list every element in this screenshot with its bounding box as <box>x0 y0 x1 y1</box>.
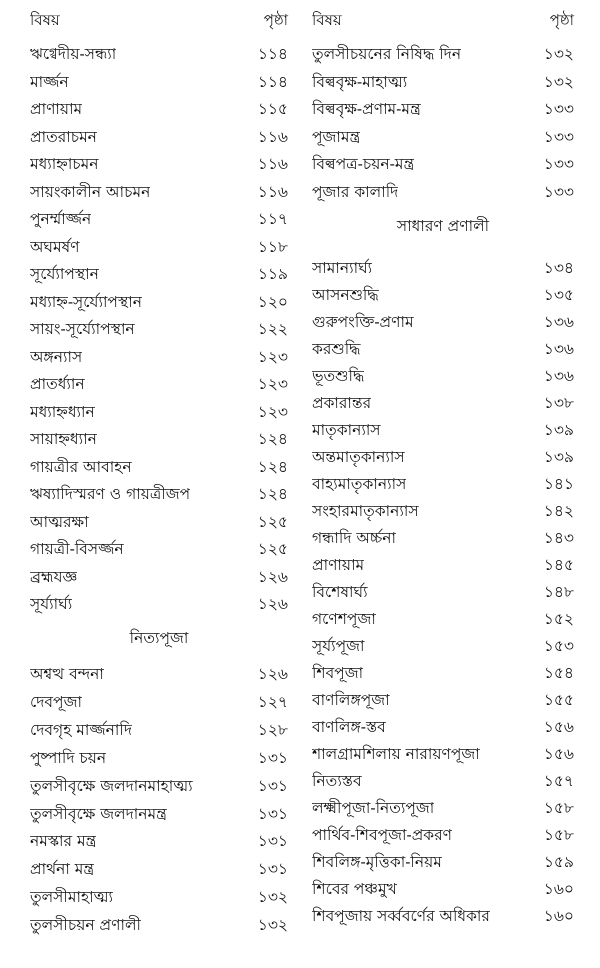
toc-entry-page: ১৩১ <box>257 832 288 851</box>
toc-entry-title: ব্রহ্মযজ্ঞ <box>30 567 78 586</box>
column-header <box>312 10 574 30</box>
toc-entry-page: ১৩৬ <box>543 340 574 358</box>
toc-entry-title: বিল্ববৃক্ষ-মাহাত্ম্য <box>312 72 408 91</box>
toc-entry-page: ১১৬ <box>257 155 288 173</box>
section-heading: সাধারণ প্রণালী <box>396 217 490 235</box>
toc-entry-page: ১১৪ <box>257 45 288 63</box>
toc-entry <box>312 852 574 872</box>
toc-entry-page: ১৩১ <box>257 860 288 879</box>
toc-entry-page: ১৩২ <box>257 916 288 935</box>
toc-entry-page: ১৩৫ <box>543 286 574 304</box>
toc-entry <box>312 825 574 845</box>
toc-entry-title: পার্থিব-শিবপূজা-প্রকরণ <box>312 826 453 844</box>
toc-entry <box>30 72 288 92</box>
toc-entry <box>30 237 288 257</box>
toc-entry <box>30 692 288 712</box>
toc-entry-page: ১৩৩ <box>543 155 574 174</box>
toc-entry-title: শিবপূজা <box>312 664 364 682</box>
toc-entry-title: বাহ্যমাতৃকান্যাস <box>312 475 407 493</box>
toc-entry <box>312 474 574 494</box>
toc-entry-title: সূর্য্যপূজা <box>312 637 365 655</box>
toc-entry <box>312 182 574 202</box>
toc-entry-page: ১১৬ <box>257 127 288 146</box>
toc-entry-page: ১২৮ <box>257 720 288 739</box>
toc-entry-page: ১১৫ <box>257 100 288 118</box>
toc-entry <box>312 771 574 791</box>
toc-entry <box>30 859 288 879</box>
toc-entry <box>312 690 574 710</box>
toc-entry <box>312 154 574 174</box>
toc-entry <box>30 915 288 935</box>
toc-entry-page: ১২৩ <box>257 347 288 366</box>
toc-entry-page: ১১৭ <box>257 210 288 228</box>
toc-entry <box>30 720 288 740</box>
toc-entry <box>312 744 574 764</box>
toc-entry <box>30 154 288 174</box>
toc-entry-title: প্রকারান্তর <box>312 394 372 412</box>
toc-entry-page: ১৫৪ <box>543 664 574 682</box>
toc-entry-title: ঋগ্বেদীয়-সন্ধ্যা <box>30 45 117 63</box>
toc-entry <box>30 99 288 119</box>
toc-entry-page: ১৩৬ <box>543 313 574 331</box>
toc-entry-title: মধ্যাহ্নাচমন <box>30 155 99 173</box>
toc-entry-page: ১৪৫ <box>543 556 574 574</box>
toc-entry-page: ১৩৩ <box>543 100 574 119</box>
toc-entry-title: মধ্যাহ্ন-সূর্য্যোপস্থান <box>30 292 142 311</box>
toc-entry-title: মাতৃকান্যাস <box>312 421 381 439</box>
toc-entry-page: ১৩৩ <box>543 183 574 201</box>
toc-entry-title: তুলসীবৃক্ষে জলদানমন্ত্র <box>30 804 167 823</box>
toc-entry <box>30 182 288 202</box>
toc-entry <box>312 393 574 413</box>
toc-entry-page: ১২৪ <box>257 485 288 503</box>
toc-entry-title: গুরুপংক্তি-প্রণাম <box>312 313 414 331</box>
toc-entry <box>312 72 574 92</box>
toc-entry-title: করশুদ্ধি <box>312 340 361 358</box>
toc-entry <box>30 264 288 284</box>
toc-entry-page: ১৪৩ <box>543 529 574 547</box>
toc-entry-page: ১৩৯ <box>543 448 574 466</box>
toc-entry <box>312 501 574 521</box>
toc-entry-title: বাণলিঙ্গ-স্তব <box>312 718 386 736</box>
toc-entry <box>312 906 574 926</box>
toc-entry-page: ১৫২ <box>543 610 574 628</box>
toc-entry-title: সংহারমাতৃকান্যাস <box>312 502 419 520</box>
toc-entry-title: সামান্যার্ঘ্য <box>312 259 373 277</box>
toc-entry-title: অশ্বত্থ বন্দনা <box>30 665 104 683</box>
toc-entry-title: সায়াহ্নধ্যান <box>30 430 97 448</box>
toc-entry <box>30 429 288 449</box>
page-heading: পৃষ্ঠা <box>549 11 574 29</box>
toc-entry-page: ১৩১ <box>257 776 288 795</box>
subject-heading: বিষয় <box>312 11 342 29</box>
toc-entry-title: গণেশপূজা <box>312 610 376 628</box>
toc-entry <box>312 798 574 818</box>
toc-entry <box>312 582 574 602</box>
toc-entry-title: গায়ত্রী-বিসর্জ্জন <box>30 540 124 558</box>
toc-entry <box>30 457 288 477</box>
toc-entry-page: ১৪২ <box>543 502 574 520</box>
toc-entry <box>30 748 288 768</box>
toc-entry <box>30 887 288 907</box>
toc-entry-page: ১১৯ <box>257 265 288 283</box>
toc-entry-title: অন্তমাতৃকান্যাস <box>312 448 405 466</box>
toc-entry-page: ১৩৯ <box>543 421 574 439</box>
toc-entry-page: ১৩২ <box>257 888 288 907</box>
toc-entry-title: ঋষ্যাদিস্মরণ ও গায়ত্রীজপ <box>30 485 191 503</box>
toc-entry <box>30 664 288 684</box>
column-header <box>30 10 288 30</box>
toc-entry <box>312 258 574 278</box>
toc-entry-title: সূর্য্যোপস্থান <box>30 265 99 283</box>
toc-entry-title: অঙ্গন্যাস <box>30 347 83 366</box>
toc-entry-page: ১৩৪ <box>543 259 574 277</box>
toc-entry <box>312 555 574 575</box>
toc-entry <box>30 44 288 64</box>
toc-entry <box>312 420 574 440</box>
toc-entry <box>30 484 288 504</box>
toc-entry <box>30 539 288 559</box>
toc-entry-title: বাণলিঙ্গপূজা <box>312 691 390 709</box>
toc-entry-title: সায়ংকালীন আচমন <box>30 182 151 201</box>
toc-entry-title: প্রার্থনা মন্ত্র <box>30 860 95 879</box>
toc-entry-page: ১২৪ <box>257 430 288 448</box>
toc-entry <box>312 366 574 386</box>
toc-entry-title: প্রাতর্ধ্যান <box>30 375 85 393</box>
toc-entry-page: ১২৩ <box>257 375 288 393</box>
toc-entry-title: দেবপূজা <box>30 692 82 711</box>
toc-entry-title: আসনশুদ্ধি <box>312 286 379 304</box>
toc-entry-title: মধ্যাহ্নধ্যান <box>30 402 95 421</box>
toc-entry-title: নিত্যস্তব <box>312 772 362 790</box>
toc-entry <box>312 127 574 147</box>
toc-entry-page: ১১৮ <box>257 237 288 256</box>
toc-entry <box>30 804 288 824</box>
toc-entry-page: ১২৬ <box>257 665 288 683</box>
toc-entry-title: প্রাণায়াম <box>312 556 365 574</box>
toc-entry <box>30 292 288 312</box>
toc-entry-page: ১২২ <box>257 320 288 338</box>
toc-entry <box>312 339 574 359</box>
toc-entry-title: বিশেষার্ঘ্য <box>312 583 368 601</box>
toc-entry <box>312 312 574 332</box>
toc-entry-page: ১৫৬ <box>543 718 574 736</box>
toc-entry-title: বিল্ববৃক্ষ-প্রণাম-মন্ত্র <box>312 100 421 119</box>
toc-entry <box>30 594 288 614</box>
toc-entry <box>312 44 574 64</box>
toc-entry-title: প্রাণায়াম <box>30 100 83 118</box>
toc-entry-page: ১৩২ <box>543 72 574 91</box>
toc-entry-title: শিবপূজায় সর্ব্ববর্ণের অধিকার <box>312 907 490 925</box>
toc-entry-title: সূর্য্যার্ঘ্য <box>30 595 73 613</box>
toc-entry <box>312 663 574 683</box>
toc-entry-title: সায়ং-সূর্য্যোপস্থান <box>30 320 135 338</box>
toc-entry <box>30 127 288 147</box>
toc-entry <box>30 567 288 587</box>
toc-entry-title: শিবের পঞ্চমুখ <box>312 880 397 898</box>
toc-entry <box>312 285 574 305</box>
toc-entry-title: নমস্কার মন্ত্র <box>30 832 97 851</box>
subject-heading: বিষয় <box>30 11 60 29</box>
toc-entry-page: ১৬০ <box>543 907 574 925</box>
toc-entry-page: ১২৫ <box>257 512 288 531</box>
toc-entry-title: পূজামন্ত্র <box>312 127 361 146</box>
toc-entry-page: ১১৬ <box>257 182 288 201</box>
toc-entry <box>30 374 288 394</box>
toc-entry-title: পূজার কালাদি <box>312 183 399 201</box>
toc-entry-title: দেবগৃহ মার্জ্জনাদি <box>30 720 132 739</box>
toc-entry-page: ১১৪ <box>257 72 288 91</box>
toc-entry-page: ১৫৯ <box>543 853 574 871</box>
toc-entry-title: পুষ্পাদি চয়ন <box>30 748 107 767</box>
toc-entry-page: ১৬০ <box>543 880 574 898</box>
toc-entry-title: গায়ত্রীর আবাহন <box>30 457 132 476</box>
toc-entry-page: ১৩৩ <box>543 127 574 146</box>
toc-entry-page: ১৫৬ <box>543 745 574 763</box>
toc-entry <box>30 347 288 367</box>
toc-entry <box>30 402 288 422</box>
toc-entry-title: প্রাতরাচমন <box>30 127 97 146</box>
toc-entry-title: শিবলিঙ্গ-মৃত্তিকা-নিয়ম <box>312 853 442 871</box>
toc-entry-title: মার্জ্জন <box>30 72 69 91</box>
toc-entry <box>30 209 288 229</box>
section-heading: নিত্যপূজা <box>129 629 189 647</box>
toc-entry <box>312 528 574 548</box>
toc-entry-title: তুলসীমাহাত্ম্য <box>30 888 114 907</box>
page-heading: পৃষ্ঠা <box>263 11 288 29</box>
toc-entry-title: শালগ্রামশিলায় নারায়ণপূজা <box>312 745 480 763</box>
toc-entry-title: লক্ষ্মীপূজা-নিত্যপূজা <box>312 799 435 817</box>
toc-entry <box>312 99 574 119</box>
toc-entry-title: অঘমর্ষণ <box>30 237 80 256</box>
toc-entry <box>312 609 574 629</box>
toc-entry-title: ভূতশুদ্ধি <box>312 367 365 385</box>
toc-entry-title: তুলসীচয়ন প্রণালী <box>30 916 141 935</box>
toc-entry-page: ১৫৭ <box>543 772 574 790</box>
toc-entry-title: পুনর্ম্মার্জ্জন <box>30 210 92 228</box>
toc-entry <box>30 512 288 532</box>
toc-entry-title: আত্মরক্ষা <box>30 512 89 531</box>
toc-entry <box>30 776 288 796</box>
toc-entry-title: বিল্বপত্র-চয়ন-মন্ত্র <box>312 155 415 174</box>
toc-entry-page: ১৩৮ <box>543 394 574 412</box>
toc-entry-page: ১৩৬ <box>543 367 574 385</box>
toc-entry-page: ১৫৮ <box>543 826 574 844</box>
toc-entry-page: ১৩২ <box>543 45 574 63</box>
toc-entry <box>312 447 574 467</box>
toc-entry-page: ১২৩ <box>257 402 288 421</box>
toc-entry-page: ১২৫ <box>257 540 288 558</box>
toc-entry-page: ১৩১ <box>257 748 288 767</box>
toc-entry-page: ১২০ <box>257 292 288 311</box>
toc-entry-title: তুলসীবৃক্ষে জলদানমাহাত্ম্য <box>30 776 193 795</box>
toc-entry-page: ১২৬ <box>257 595 288 613</box>
toc-entry-page: ১৪১ <box>543 475 574 493</box>
toc-entry-page: ১২৪ <box>257 457 288 476</box>
toc-entry <box>30 831 288 851</box>
toc-entry <box>312 879 574 899</box>
toc-entry-page: ১২৭ <box>257 692 288 711</box>
toc-entry-page: ১২৬ <box>257 567 288 586</box>
toc-entry-title: তুলসীচয়নের নিষিদ্ধ দিন <box>312 45 462 63</box>
toc-entry-page: ১৩১ <box>257 804 288 823</box>
toc-entry <box>312 717 574 737</box>
toc-entry-page: ১৫৫ <box>543 691 574 709</box>
toc-entry-title: গন্ধাদি অর্চ্চনা <box>312 529 397 547</box>
toc-entry <box>30 319 288 339</box>
toc-entry-page: ১৫৩ <box>543 637 574 655</box>
toc-entry-page: ১৫৮ <box>543 799 574 817</box>
toc-entry-page: ১৪৮ <box>543 583 574 601</box>
toc-entry <box>312 636 574 656</box>
